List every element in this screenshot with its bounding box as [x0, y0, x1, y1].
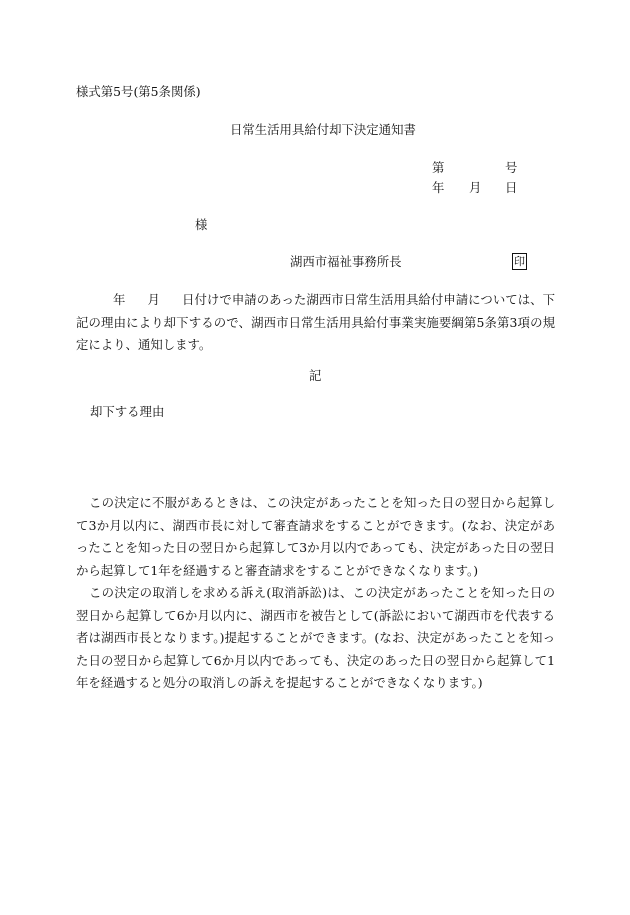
recipient-suffix: 様	[195, 217, 208, 232]
issuer-name: 湖西市福祉事務所長	[290, 254, 402, 269]
date-day: 日	[505, 180, 518, 195]
document-title: 日常生活用具給付却下決定通知書	[230, 122, 416, 137]
body-text: 日付けで申請のあった湖西市日常生活用具給付申請については、下記の理由により却下するので、湖西市日常生活用具給付事業実施要綱第5条第3項の規定により、通知します。	[76, 292, 556, 353]
form-number: 様式第5号(第5条関係)	[76, 84, 201, 99]
body-month: 月	[147, 292, 160, 307]
body-year: 年	[113, 292, 126, 307]
ki-heading: 記	[309, 368, 322, 383]
doc-number-prefix: 第	[432, 160, 445, 175]
notice-review: この決定に不服があるときは、この決定があったことを知った日の翌日から起算して3か月以内に、湖西市長に対して審査請求をすることができます。(なお、決定があったことを知った日の翌日から起算して3か月以内であっても、決定があった日の翌日から起算して1年を経過すると審査請求をすることができなくなります。)	[76, 495, 555, 578]
notice-lawsuit: この決定の取消しを求める訴え(取消訴訟)は、この決定があったことを知った日の翌日から起算して6か月以内に、湖西市を被告として(訴訟において湖西市を代表する者は湖西市長となります。)提起することができます。(なお、決定があったことを知った日の翌日から起算して6か月以内であっても、決定のあった日の翌日から起算して1年を経過すると処分の取消しの訴えを提起することができなくなります。)	[76, 585, 555, 691]
body-paragraph	[76, 289, 555, 357]
seal-icon: 印	[514, 255, 525, 268]
date-year: 年	[432, 180, 445, 195]
reason-label: 却下する理由	[90, 404, 165, 419]
date-month: 月	[469, 180, 482, 195]
doc-number-suffix: 号	[505, 160, 518, 175]
seal-mark	[512, 253, 527, 270]
